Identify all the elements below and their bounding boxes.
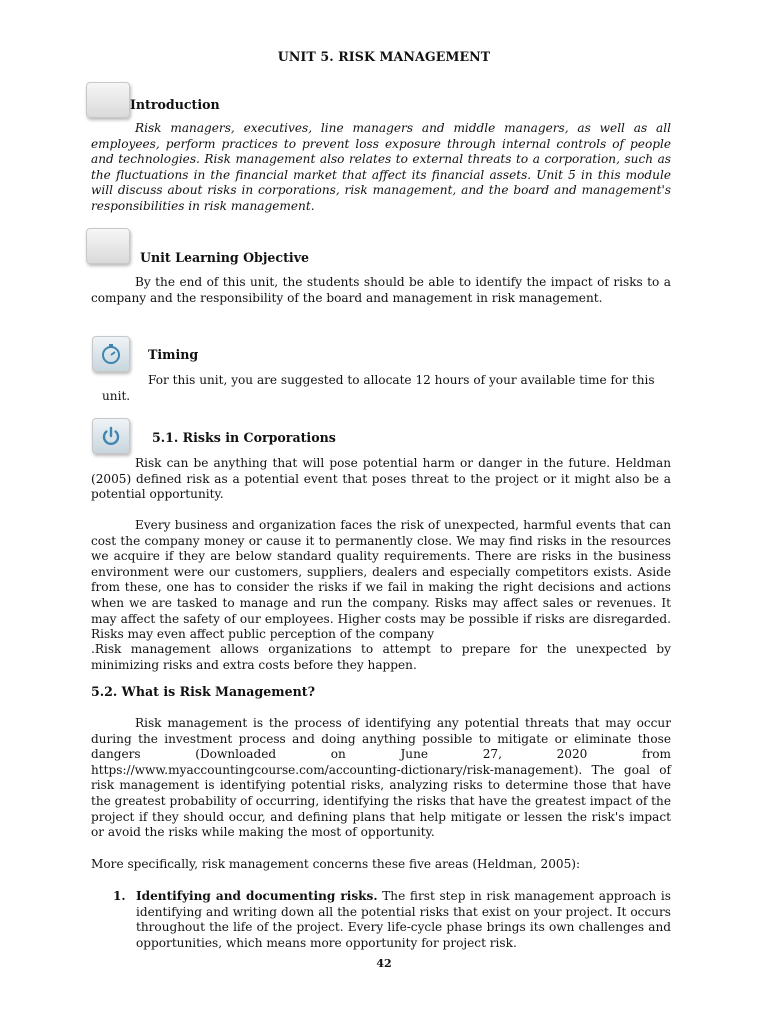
- introduction-text: Risk managers, executives, line managers and middle managers, as well as all employees, perform practices to prevent loss exposure through internal controls of people and technologies. Risk management also relates to external threats to a corporation, such as the fluctuations in the financial market that affect its financial assets. Unit 5 in this module will discuss about risks in corporations, risk management, and the board and management's responsibilities in risk management.: [91, 121, 671, 213]
- blank-tile-icon: [86, 228, 130, 264]
- timing-text-line1: For this unit, you are suggested to allocate 12 hours of your available time for this: [148, 373, 655, 387]
- section-5-1-para3: .Risk management allows organizations to attempt to prepare for the unexpected by minimizing risks and extra costs before they happen.: [91, 642, 671, 672]
- list-item-number: 1.: [113, 889, 126, 903]
- blank-tile-icon: [86, 82, 130, 118]
- page-number: 42: [376, 957, 392, 970]
- power-icon: [92, 418, 130, 454]
- introduction-heading: Introduction: [130, 97, 220, 112]
- objective-text: By the end of this unit, the students should be able to identify the impact of risks to a company and the responsibility of the board and management in risk management.: [91, 275, 671, 305]
- objective-heading: Unit Learning Objective: [140, 250, 310, 265]
- list-item: [136, 889, 671, 951]
- section-5-2-heading: 5.2. What is Risk Management?: [91, 684, 315, 699]
- list-item-text: The first step in risk management approach is identifying and writing down all the potential risks that exist on your project. It occurs throughout the life of the project. Every life-cycle phase brings its own challenges and opportunities, which means more opportunity for project risk.: [136, 889, 672, 950]
- unit-title: UNIT 5. RISK MANAGEMENT: [277, 49, 491, 64]
- section-5-1-para1: Risk can be anything that will pose potential harm or danger in the future. Heldman (2005) defined risk as a potential event that poses threat to the project or it might also be a potential opportunity.: [91, 456, 671, 502]
- list-item-title: Identifying and documenting risks.: [136, 889, 378, 903]
- timing-text-line2: unit.: [102, 389, 131, 403]
- section-5-1-heading: 5.1. Risks in Corporations: [152, 430, 336, 445]
- section-5-2-para1: Risk management is the process of identifying any potential threats that may occur during the investment process and doing anything possible to mitigate or eliminate those dangers (Downloaded on June 27, 2020 from https://www.myaccountingcourse.com/accounting-dictionary/risk-management). The goal of risk management is identifying potential risks, analyzing risks to determine those that have the greatest probability of occurring, identifying the risks that have the greatest impact of the project if they should occur, and defining plans that help mitigate or lessen the risk's impact or avoid the risks while making the most of opportunity.: [91, 716, 671, 840]
- timing-heading: Timing: [148, 347, 199, 362]
- section-5-1-para2: Every business and organization faces the risk of unexpected, harmful events that can cost the company money or cause it to permanently close. We may find risks in the resources we acquire if they are below standard quality requirements. There are risks in the business environment were our customers, suppliers, dealers and especially competitors exists. Aside from these, one has to consider the risks if we fail in making the right decisions and actions when we are tasked to manage and run the company. Risks may affect sales or revenues. It may affect the safety of our employees. Higher costs may be possible if risks are disregarded. Risks may even affect public perception of the company: [91, 518, 671, 642]
- stopwatch-icon: [92, 336, 130, 372]
- section-5-2-para2: More specifically, risk management concerns these five areas (Heldman, 2005):: [91, 857, 581, 871]
